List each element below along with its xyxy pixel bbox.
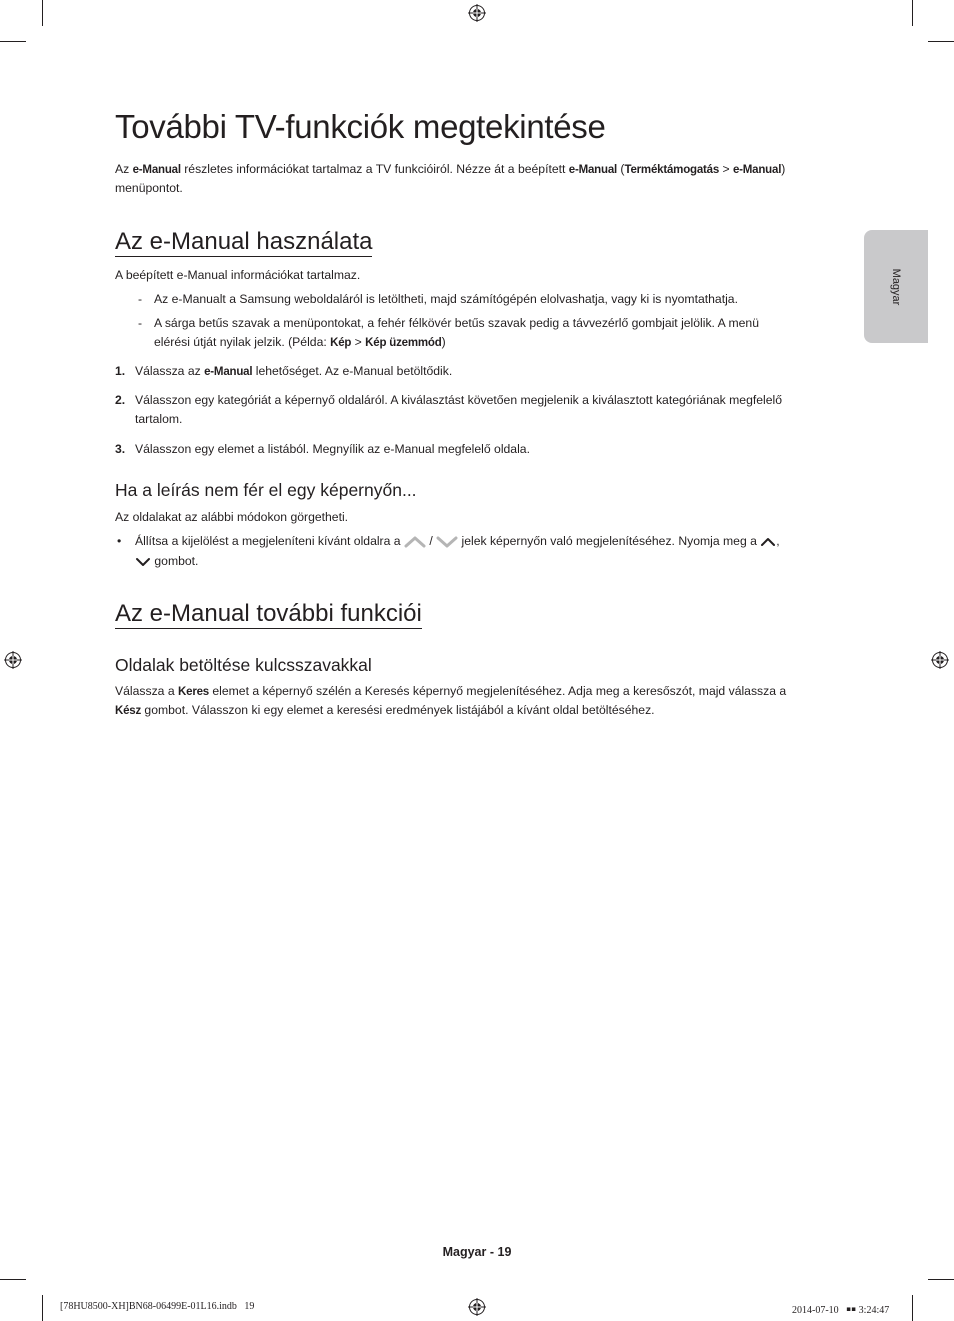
step-number: 1.	[115, 364, 126, 378]
page-number: Magyar - 19	[442, 1245, 512, 1259]
crop-mark	[42, 1295, 43, 1321]
crop-mark	[0, 41, 26, 42]
step-number: 2.	[115, 393, 126, 407]
subsection-heading: Ha a leírás nem fér el egy képernyőn...	[115, 480, 417, 500]
footer-timestamp: 2014-07-10 ￭￭ 3:24:47	[792, 1305, 890, 1316]
language-side-tab-label: Magyar	[890, 268, 902, 305]
section-paragraph: Válassza a Keres elemet a képernyő szélén a Keresés képernyő megjelenítéséhez. Adja meg a keresőszót, majd válassza a	[115, 684, 787, 698]
dash-marker: -	[138, 316, 143, 330]
registration-mark-icon	[4, 651, 22, 669]
crop-mark	[912, 0, 913, 26]
step-text: Válassza az e-Manual lehetőséget. Az e-Manual betöltődik.	[135, 364, 453, 378]
dash-item-line2: elérési útját nyilak jelzik. (Példa: Kép > Kép üzemmód)	[154, 335, 446, 349]
crop-mark	[928, 41, 954, 42]
subsection-heading: Oldalak betöltése kulcsszavakkal	[115, 655, 372, 675]
intro-paragraph: Az e-Manual részletes információkat tartalmaz a TV funkcióiról. Nézze át a beépített e-Manual (Terméktámogatás > e-Manual)	[115, 162, 786, 176]
intro-paragraph-line2: menüpontot.	[115, 181, 183, 195]
subsection-lead: Az oldalakat az alábbi módokon görgetheti.	[115, 510, 349, 524]
crop-mark	[0, 1279, 26, 1280]
step-text: Válasszon egy kategóriát a képernyő oldaláról. A kiválasztást követően megjelenik a kiválasztott kategóriának megfelelő	[135, 393, 782, 407]
step-text-line2: tartalom.	[135, 412, 183, 426]
bullet-text: Állítsa a kijelölést a megjeleníteni kívánt oldalra a / jelek képernyőn való megjelenítéséhez. Nyomja meg a ,	[135, 534, 780, 548]
section-heading: Az e-Manual további funkciói	[115, 600, 422, 627]
section-lead: A beépített e-Manual információkat tartalmaz.	[115, 268, 361, 282]
bullet-text-line2: gombot.	[135, 552, 198, 571]
dash-item: Az e-Manualt a Samsung weboldaláról is letöltheti, majd számítógépén elolvashatja, vagy ki is nyomtathatja.	[154, 292, 738, 306]
footer-file-info: [78HU8500-XH]BN68-06499E-01L16.indb 19	[60, 1301, 255, 1312]
registration-mark-icon	[468, 1298, 486, 1316]
step-number: 3.	[115, 442, 126, 456]
dash-item: A sárga betűs szavak a menüpontokat, a fehér félkövér betűs szavak pedig a távvezérlő gombjait jelölik. A menü	[154, 316, 759, 330]
page-title: További TV-funkciók megtekintése	[115, 108, 606, 145]
language-side-tab	[864, 230, 928, 343]
chevron-down-icon	[135, 556, 151, 568]
section-heading: Az e-Manual használata	[115, 228, 373, 255]
bullet-marker: •	[117, 534, 122, 548]
crop-mark	[928, 1279, 954, 1280]
registration-mark-icon	[931, 651, 949, 669]
section-paragraph-line2: Kész gombot. Válasszon ki egy elemet a keresési eredmények listájából a kívánt oldal betöltéséhez.	[115, 703, 655, 717]
chevron-up-icon	[760, 536, 776, 548]
dash-marker: -	[138, 292, 143, 306]
crop-mark	[42, 0, 43, 26]
chevron-up-icon	[404, 535, 426, 549]
registration-mark-icon	[468, 4, 486, 22]
chevron-down-icon	[436, 535, 458, 549]
crop-mark	[912, 1295, 913, 1321]
step-text: Válasszon egy elemet a listából. Megnyílik az e-Manual megfelelő oldala.	[135, 442, 530, 456]
